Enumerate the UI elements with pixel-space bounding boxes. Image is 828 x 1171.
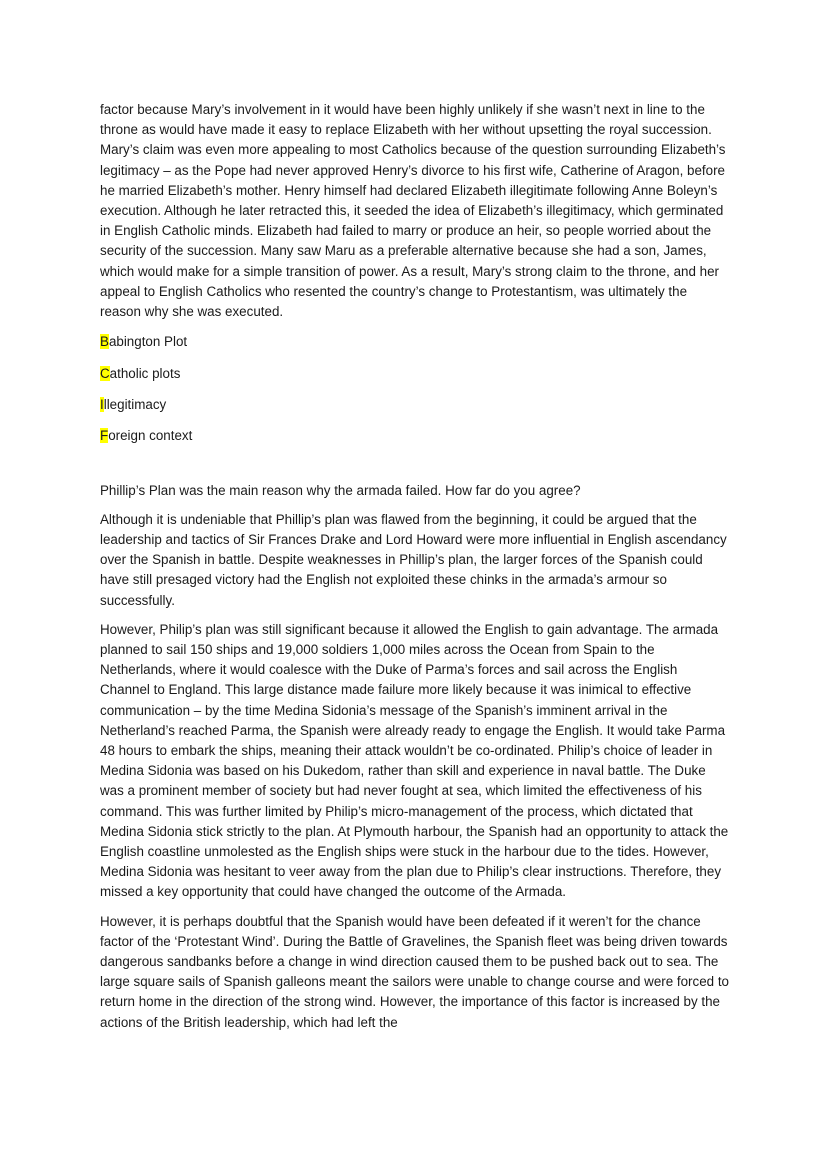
essay-question: Phillip’s Plan was the main reason why the armada failed. How far do you agree?	[100, 482, 581, 498]
highlighted-initial: C	[100, 365, 110, 381]
intro-paragraph: factor because Mary’s involvement in it would have been highly unlikely if she wasn’t next in line to the throne as would have made it easy to replace Elizabeth with her without upsetting the royal succession. Mary’s claim was even more appealing to most Catholics because of the question surrounding Elizabeth’s legitimacy – as the Pope had never approved Henry’s divorce to his first wife, Catherine of Aragon, before he married Elizabeth’s mother. Henry himself had declared Elizabeth illegitimate following Anne Boleyn’s execution. Although he later retracted this, it seeded the idea of Elizabeth’s illegitimacy, which germinated in English Catholic minds. Elizabeth had failed to marry or produce an heir, so people worried about the security of the succession. Many saw Maru as a preferable alternative because she had a son, James, which would make for a simple transition of power. As a result, Mary’s strong claim to the throne, and her appeal to English Catholics who resented the country’s change to Protestantism, was ultimately the reason why she was executed.	[100, 102, 726, 320]
document-page	[100, 100, 730, 1042]
mnemonic-item-foreign	[100, 426, 730, 446]
highlighted-initial: F	[100, 428, 109, 444]
mnemonic-text: llegitimacy	[103, 397, 167, 413]
mnemonic-text: atholic plots	[109, 365, 181, 381]
essay-paragraph-intro: Although it is undeniable that Phillip’s plan was flawed from the beginning, it could be argued that the leadership and tactics of Sir Frances Drake and Lord Howard were more influential in English ascendancy over the Spanish in battle. Despite weaknesses in Phillip’s plan, the larger forces of the Spanish could have still presaged victory had the English not exploited these chinks in the armada’s armour so successfully.	[100, 511, 727, 608]
mnemonic-list	[100, 332, 730, 446]
highlighted-initial: I	[100, 397, 104, 413]
mnemonic-text: abington Plot	[108, 334, 188, 350]
essay-paragraph-philips-plan: However, Philip’s plan was still significant because it allowed the English to gain advantage. The armada planned to sail 150 ships and 19,000 soldiers 1,000 miles across the Ocean from Spain to the Netherlands, where it would coalesce with the Duke of Parma’s forces and sail across the English Channel to England. This large distance made failure more likely because it was inimical to effective communication – by the time Medina Sidonia’s message of the Spanish’s imminent arrival in the Netherland’s reached Parma, the Spanish were already ready to engage the English. It would take Parma 48 hours to embark the ships, meaning their attack wouldn’t be co-ordinated. Philip’s choice of leader in Medina Sidonia was based on his Dukedom, rather than skill and experience in naval battle. The Duke was a prominent member of society but had never fought at sea, which limited the effectiveness of his command. This was further limited by Philip’s micro-management of the process, which dictated that Medina Sidonia stick strictly to the plan. At Plymouth harbour, the Spanish had an opportunity to attack the English coastline unmolested as the English ships were stuck in the harbour due to the tides. However, Medina Sidonia was hesitant to veer away from the plan due to Philip’s clear instructions. Therefore, they missed a key opportunity that could have changed the outcome of the Armada.	[100, 621, 729, 900]
highlighted-initial: B	[100, 334, 109, 350]
mnemonic-item-catholic	[100, 364, 730, 384]
essay-paragraph-protestant-wind: However, it is perhaps doubtful that the Spanish would have been defeated if it weren’t for the chance factor of the ‘Protestant Wind’. During the Battle of Gravelines, the Spanish fleet was being driven towards dangerous sandbanks before a change in wind direction caused them to be pushed back out to sea. The large square sails of Spanish galleons meant the sailors were unable to change course and were forced to return home in the direction of the strong wind. However, the importance of this factor is increased by the actions of the British leadership, which had left the	[100, 913, 729, 1030]
mnemonic-item-illegitimacy	[100, 395, 730, 415]
mnemonic-text: oreign context	[108, 428, 193, 444]
mnemonic-item-babington	[100, 332, 730, 352]
